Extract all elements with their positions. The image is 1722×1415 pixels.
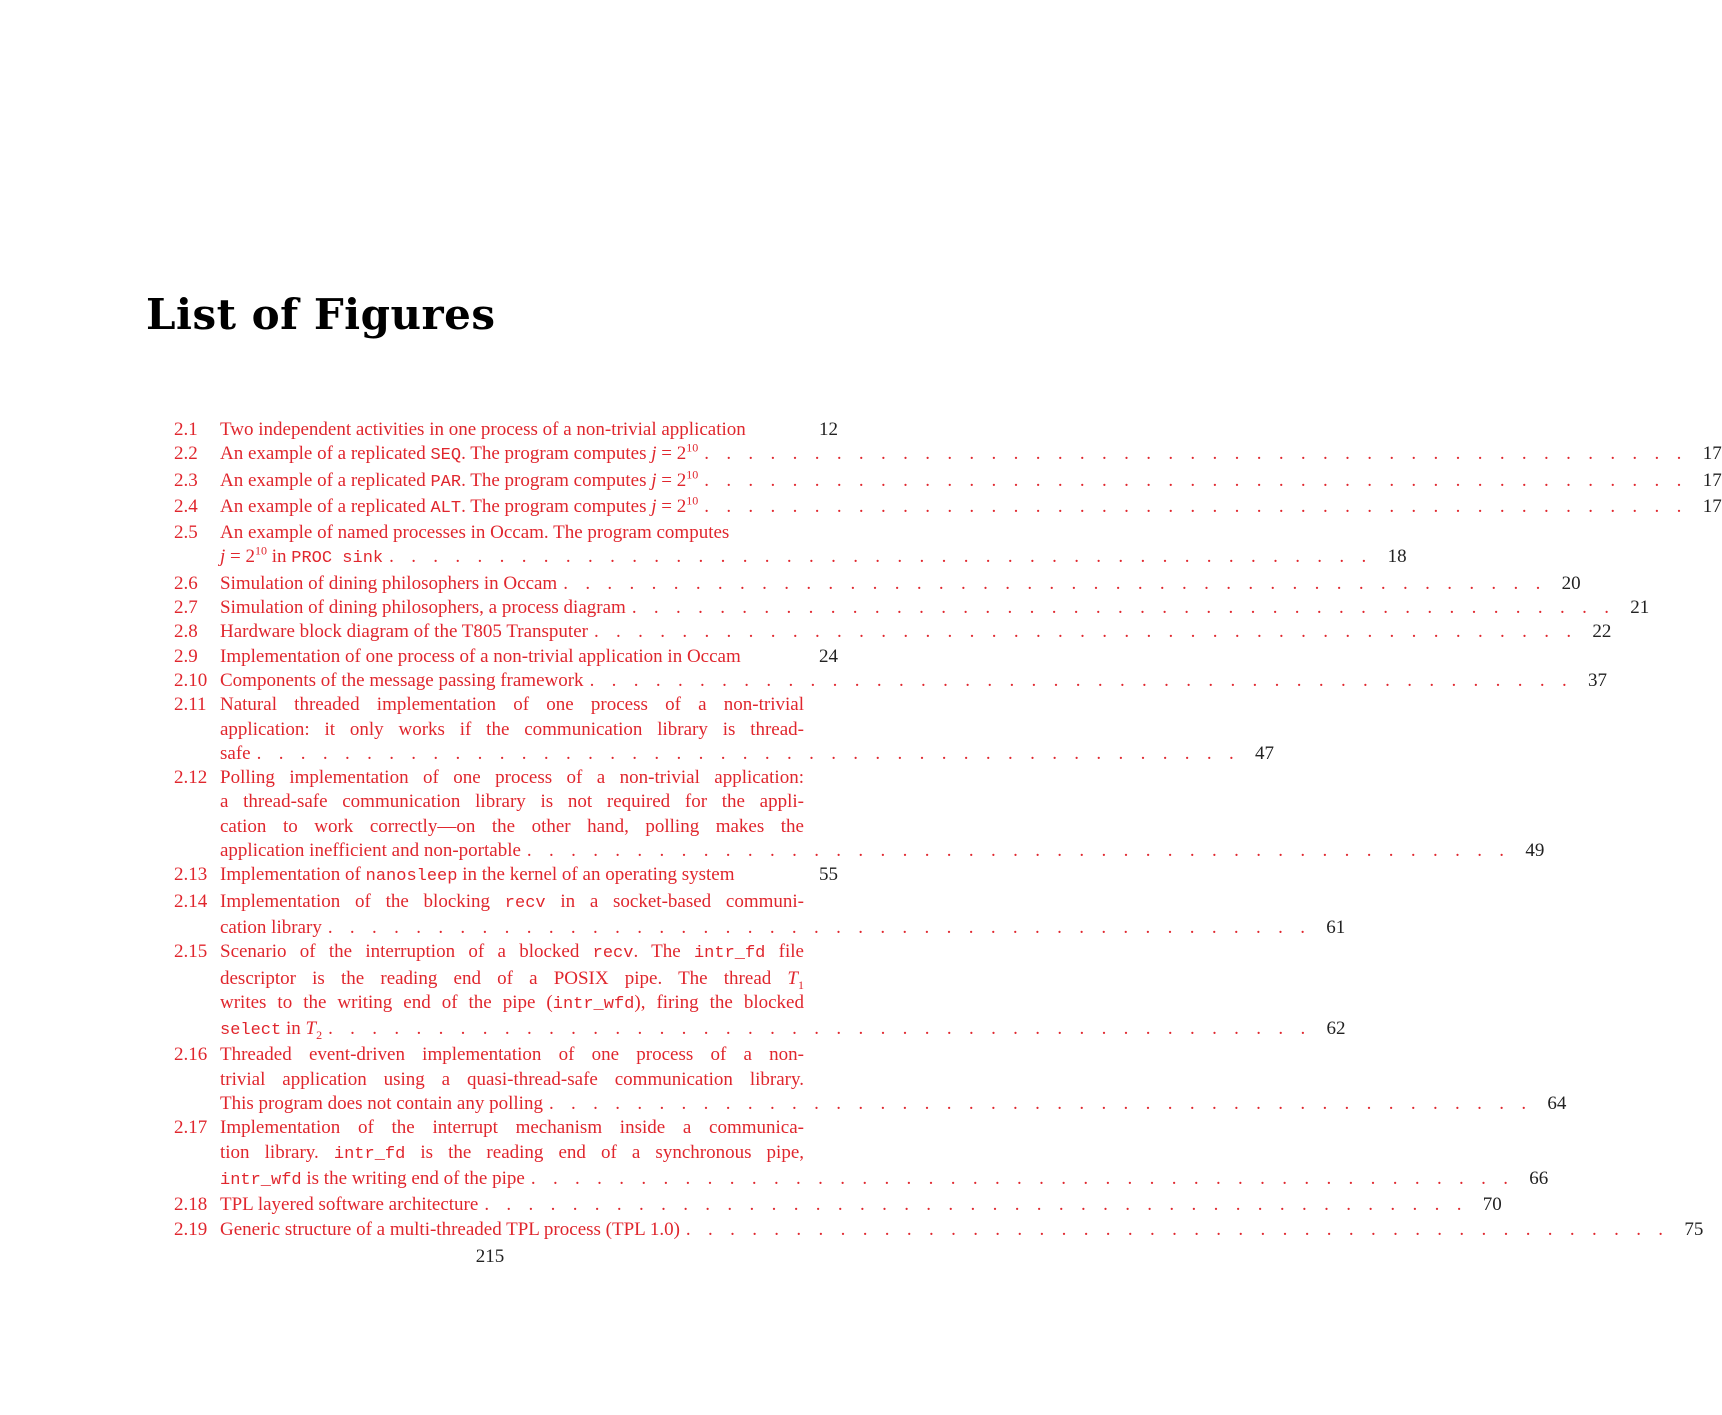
- figure-page: 75: [1684, 1218, 1704, 1240]
- figure-caption: Hardware block diagram of the T805 Transputer: [220, 621, 588, 643]
- code-text: nanosleep: [365, 867, 458, 887]
- figure-caption: Implementation of nanosleep in the kernel of an operating system: [220, 864, 735, 887]
- figure-caption: a thread-safe communication library is not required for the appli-: [220, 791, 804, 813]
- figure-entry[interactable]: [174, 1116, 1549, 1193]
- figure-entry[interactable]: [174, 890, 1346, 941]
- figure-page: 55: [819, 864, 838, 886]
- figure-caption: This program does not contain any polling: [220, 1093, 543, 1115]
- figure-number: 2.18: [174, 1194, 208, 1216]
- figure-page: 12: [819, 419, 838, 440]
- figure-entry[interactable]: [174, 669, 1608, 693]
- figure-number: 2.13: [174, 864, 208, 886]
- list-of-figures: [174, 418, 1722, 1242]
- figure-caption: Implementation of the interrupt mechanism inside a communica-: [220, 1117, 804, 1139]
- figure-caption: tion library. intr_fd is the reading end of a synchronous pipe,: [220, 1141, 805, 1164]
- dot-leader: . . . . . . . . . . . . . . . . . . . . . . . . . . . . . . . . . . . . . . . . . . . . .: [530, 1167, 1515, 1189]
- figure-caption: Components of the message passing framework: [220, 669, 584, 691]
- code-text: intr_wfd: [552, 994, 635, 1014]
- figure-caption: TPL layered software architecture: [220, 1194, 479, 1216]
- dot-leader: . . . . . . . . . . . . . . . . . . . . . . . . . . . . . . . . . . . . . . . . . . . . .: [327, 916, 1312, 938]
- dot-leader: . . . . . . . . . . . . . . . . . . . . . . . . . . . . . . . . . . . . . . . . . . . . .: [548, 1093, 1533, 1115]
- figure-caption: An example of a replicated SEQ. The program computes $j = 2^{10}$: [220, 440, 699, 466]
- figure-number: 2.8: [174, 621, 198, 643]
- code-text: recv: [504, 893, 546, 913]
- code-text: PAR: [430, 472, 462, 492]
- figure-number: 2.5: [174, 522, 198, 544]
- figure-caption: An example of named processes in Occam. The program computes: [220, 522, 730, 544]
- figure-caption: Threaded event-driven implementation of one process of a non-: [220, 1044, 804, 1066]
- figure-page: 66: [1529, 1167, 1549, 1189]
- figure-entry[interactable]: [174, 1043, 1567, 1116]
- figure-caption: $j = 2^{10}$ in PROC sink: [220, 544, 384, 569]
- figure-number: 2.2: [174, 443, 198, 465]
- code-text: SEQ: [430, 446, 462, 466]
- figure-entry[interactable]: [174, 521, 1407, 572]
- figure-page: 17: [1702, 443, 1722, 465]
- figure-caption: An example of a replicated ALT. The program computes $j = 2^{10}$: [220, 493, 699, 518]
- figure-caption: select in $T_2$: [220, 1018, 323, 1042]
- dot-leader: . . . . . . . . . . . . . . . . . . . . . . . . . . . . . . . . . . . . . . . . . . . . .: [704, 495, 1688, 517]
- figure-number: 2.3: [174, 469, 198, 491]
- figure-caption: Implementation of one process of a non-trivial application in Occam: [220, 645, 741, 667]
- figure-entry[interactable]: [174, 493, 1722, 521]
- dot-leader: . . . . . . . . . . . . . . . . . . . . . . . . . . . . . . . . . . . . . . . . . . . . .: [389, 546, 1373, 568]
- code-text: ALT: [430, 498, 462, 518]
- figure-caption: Scenario of the interruption of a blocked recv. The intr_fd file: [220, 941, 804, 964]
- figure-entry[interactable]: [174, 766, 838, 839]
- figure-caption: Simulation of dining philosophers in Occam: [220, 572, 558, 594]
- figure-page: 18: [1387, 546, 1407, 568]
- dot-leader: . . . . . . . . . . . . . . . . . . . . . . . . . . . . . . . . . . . . . . . . . . . . .: [484, 1194, 1468, 1216]
- figure-page: 37: [1588, 669, 1608, 691]
- page-title: List of Figures: [146, 290, 496, 339]
- page-number: 215: [475, 1246, 505, 1267]
- figure-number: 2.7: [174, 597, 198, 619]
- figure-caption: safe: [220, 742, 251, 764]
- dot-leader: . . . . . . . . . . . . . . . . . . . . . . . . . . . . . . . . . . . . . . . . . . . . .: [526, 840, 1511, 862]
- figure-number: 2.9: [174, 645, 198, 667]
- dot-leader: . . . . . . . . . . . . . . . . . . . . . . . . . . . . . . . . . . . . . . . . . . . . .: [593, 621, 1578, 643]
- code-text: PROC sink: [291, 549, 384, 569]
- figure-entry[interactable]: [174, 440, 1722, 468]
- figure-entry[interactable]: [174, 863, 838, 889]
- figure-page: 24: [819, 645, 838, 667]
- figure-entry[interactable]: [174, 418, 838, 442]
- code-text: recv: [592, 944, 634, 964]
- figure-caption: Generic structure of a multi-threaded TPL process (TPL 1.0): [220, 1218, 680, 1240]
- figure-caption: An example of a replicated PAR. The program computes $j = 2^{10}$: [220, 467, 699, 492]
- dot-leader: . . . . . . . . . . . . . . . . . . . . . . . . . . . . . . . . . . . . . . . . . . . . .: [563, 572, 1547, 594]
- figure-page: 22: [1592, 621, 1612, 643]
- figure-entry[interactable]: [174, 572, 1581, 596]
- figure-entry[interactable]: [174, 940, 1346, 1043]
- figure-caption: cation to work correctly—on the other hand, polling makes the: [220, 815, 804, 837]
- figure-entry[interactable]: [174, 645, 838, 669]
- figure-caption: application: it only works if the communication library is thread-: [220, 718, 804, 740]
- figure-caption: application inefficient and non-portable: [220, 840, 521, 862]
- figure-number: 2.1: [174, 419, 198, 440]
- dot-leader: . . . . . . . . . . . . . . . . . . . . . . . . . . . . . . . . . . . . . . . . . . . . .: [631, 597, 1616, 619]
- figure-number: 2.16: [174, 1044, 208, 1066]
- figure-number: 2.10: [174, 669, 208, 691]
- figure-entry[interactable]: [174, 467, 1722, 495]
- figure-number: 2.12: [174, 767, 208, 789]
- figure-caption: Two independent activities in one process of a non-trivial application: [220, 419, 746, 440]
- figure-caption: descriptor is the reading end of a POSIX pipe. The thread $T_1$: [220, 967, 804, 992]
- dot-leader: . . . . . . . . . . . . . . . . . . . . . . . . . . . . . . . . . . . . . . . . . . . . .: [704, 469, 1688, 491]
- figure-entry[interactable]: [174, 693, 838, 742]
- dot-leader: . . . . . . . . . . . . . . . . . . . . . . . . . . . . . . . . . . . . . . . . . . . . .: [328, 1018, 1312, 1040]
- figure-page: 20: [1561, 572, 1581, 594]
- figure-number: 2.6: [174, 572, 198, 594]
- figure-number: 2.11: [174, 694, 207, 716]
- figure-entry[interactable]: [174, 1218, 1704, 1242]
- dot-leader: . . . . . . . . . . . . . . . . . . . . . . . . . . . . . . . . . . . . . . . . . . . . .: [704, 443, 1688, 465]
- figure-entry[interactable]: [174, 596, 1650, 620]
- figure-caption: Polling implementation of one process of a non-trivial application:: [220, 767, 804, 789]
- figure-page: 21: [1630, 597, 1650, 619]
- dot-leader: . . . . . . . . . . . . . . . . . . . . . . . . . . . . . . . . . . . . . . . . . . . . .: [589, 669, 1574, 691]
- figure-entry[interactable]: [174, 620, 1612, 644]
- figure-number: 2.14: [174, 890, 208, 912]
- dot-leader: . . . . . . . . . . . . . . . . . . . . . . . . . . . . . . . . . . . . . . . . . . . . .: [685, 1218, 1670, 1240]
- figure-caption: trivial application using a quasi-thread-safe communication library.: [220, 1068, 804, 1090]
- figure-caption: writes to the writing end of the pipe (intr_wfd), firing the blocked: [220, 991, 804, 1014]
- code-text: select: [220, 1021, 282, 1041]
- figure-page: 49: [1525, 840, 1545, 862]
- figure-page: 47: [1255, 742, 1275, 764]
- figure-page: 64: [1547, 1093, 1567, 1115]
- code-text: intr_wfd: [220, 1170, 302, 1190]
- figure-page: 17: [1702, 469, 1722, 491]
- figure-number: 2.4: [174, 495, 198, 517]
- code-text: intr_fd: [333, 1144, 406, 1164]
- figure-page: 61: [1326, 916, 1346, 938]
- figure-number: 2.15: [174, 941, 208, 963]
- figure-number: 2.19: [174, 1218, 208, 1240]
- figure-caption: cation library: [220, 916, 322, 938]
- figure-caption: intr_wfd is the writing end of the pipe: [220, 1167, 525, 1190]
- code-text: intr_fd: [693, 944, 766, 964]
- figure-caption: Natural threaded implementation of one process of a non-trivial: [220, 694, 804, 716]
- figure-caption: Simulation of dining philosophers, a process diagram: [220, 597, 626, 619]
- figure-caption: Implementation of the blocking recv in a socket-based communi-: [220, 890, 804, 913]
- figure-page: 62: [1326, 1018, 1346, 1040]
- figure-page: 70: [1482, 1194, 1502, 1216]
- figure-entry[interactable]: [174, 1193, 1502, 1217]
- dot-leader: . . . . . . . . . . . . . . . . . . . . . . . . . . . . . . . . . . . . . . . . . . . . .: [256, 742, 1241, 764]
- figure-number: 2.17: [174, 1117, 208, 1139]
- figure-page: 17: [1702, 495, 1722, 517]
